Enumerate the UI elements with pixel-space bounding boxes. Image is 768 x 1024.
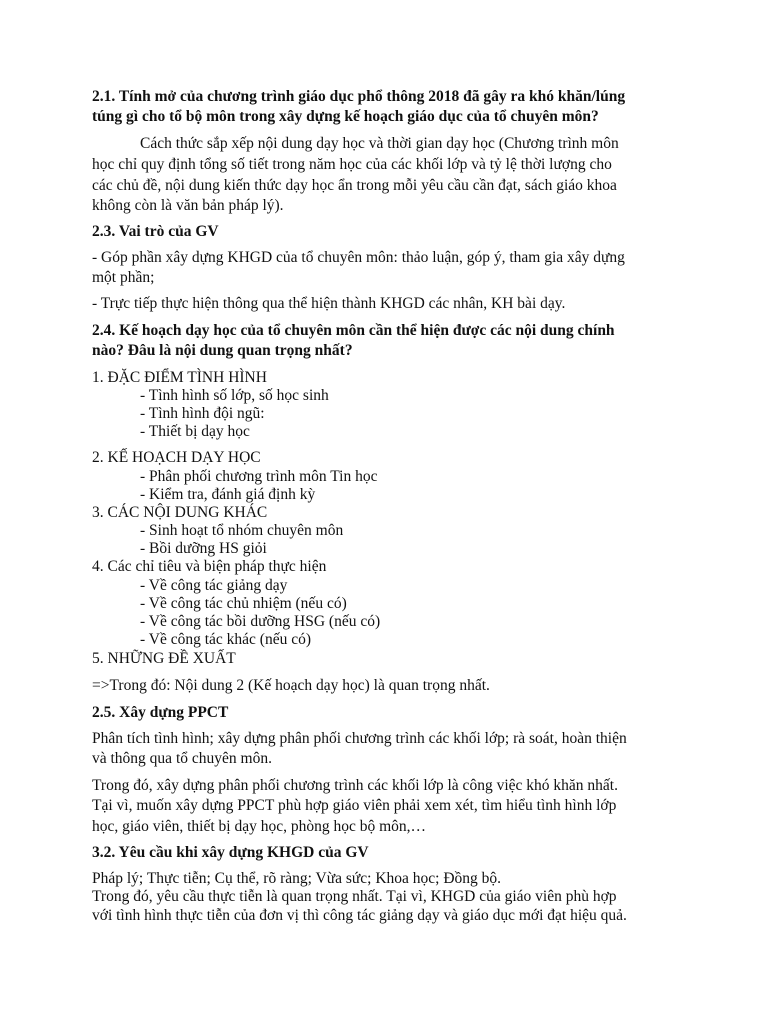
heading-2-1-line-2: túng gì cho tổ bộ môn trong xây dựng kế hoạch giáo dục của tổ chuyên môn?: [92, 108, 599, 125]
role-item-2: - Trực tiếp thực hiện thông qua thể hiện thành KHGD các nhân, KH bài dạy.: [92, 295, 566, 312]
heading-2-4-line-2: nào? Đâu là nội dung quan trọng nhất?: [92, 342, 353, 359]
role-item-1-line-1: - Góp phần xây dựng KHGD của tổ chuyên môn: thảo luận, góp ý, tham gia xây dựng: [92, 249, 625, 266]
outline-item: - Về công tác bồi dưỡng HSG (nếu có): [140, 613, 381, 630]
paragraph-2-1-line-2: học chỉ quy định tổng số tiết trong năm học của các khối lớp và tỷ lệ thời lượng cho: [92, 156, 612, 173]
outline-item: - Tình hình số lớp, số học sinh: [140, 387, 329, 404]
outline-item: - Bồi dưỡng HS giỏi: [140, 540, 267, 557]
paragraph-3-2-line-2: Trong đó, yêu cầu thực tiễn là quan trọng nhất. Tại vì, KHGD của giáo viên phù hợp: [92, 888, 617, 905]
outline-item: - Về công tác chủ nhiệm (nếu có): [140, 595, 347, 612]
heading-2-4-line-1: 2.4. Kế hoạch dạy học của tổ chuyên môn cần thể hiện được các nội dung chính: [92, 322, 615, 339]
outline-group-title: 2. KẾ HOẠCH DẠY HỌC: [92, 449, 261, 466]
conclusion-2-4: =>Trong đó: Nội dung 2 (Kế hoạch dạy học) là quan trọng nhất.: [92, 677, 490, 694]
outline-group-title: 5. NHỮNG ĐỀ XUẤT: [92, 650, 236, 667]
outline-item: - Về công tác khác (nếu có): [140, 631, 311, 648]
paragraph-2-5-1-line-1: Phân tích tình hình; xây dựng phân phối chương trình các khối lớp; rà soát, hoàn thiện: [92, 730, 627, 747]
paragraph-2-5-2-line-3: học, giáo viên, thiết bị dạy học, phòng học bộ môn,…: [92, 818, 427, 835]
outline-item: - Thiết bị dạy học: [140, 423, 250, 440]
paragraph-3-2-line-1: Pháp lý; Thực tiễn; Cụ thể, rõ ràng; Vừa sức; Khoa học; Đồng bộ.: [92, 870, 502, 887]
paragraph-2-5-1-line-2: và thông qua tổ chuyên môn.: [92, 750, 272, 767]
outline-item: - Kiểm tra, đánh giá định kỳ: [140, 486, 316, 503]
heading-3-2: 3.2. Yêu cầu khi xây dựng KHGD của GV: [92, 844, 369, 861]
paragraph-3-2-line-3: với tình hình thực tiễn của đơn vị thì công tác giảng dạy và giáo dục mới đạt hiệu quả.: [92, 907, 627, 924]
paragraph-2-5-2-line-2: Tại vì, muốn xây dựng PPCT phù hợp giáo viên phải xem xét, tìm hiểu tình hình lớp: [92, 797, 617, 814]
outline-item: - Về công tác giảng dạy: [140, 577, 288, 594]
role-item-1-line-2: một phần;: [92, 269, 155, 286]
paragraph-2-1-line-1: Cách thức sắp xếp nội dung dạy học và thời gian dạy học (Chương trình môn: [140, 135, 619, 152]
heading-2-1-line-1: 2.1. Tính mở của chương trình giáo dục phổ thông 2018 đã gây ra khó khăn/lúng: [92, 88, 626, 105]
paragraph-2-1-line-3: các chủ đề, nội dung kiến thức dạy học ẩn trong mỗi yêu cầu cần đạt, sách giáo khoa: [92, 177, 617, 194]
heading-2-5: 2.5. Xây dựng PPCT: [92, 704, 229, 721]
outline-group-title: 1. ĐẶC ĐIỂM TÌNH HÌNH: [92, 369, 267, 386]
outline-group-title: 4. Các chỉ tiêu và biện pháp thực hiện: [92, 558, 327, 575]
outline-item: - Tình hình đội ngũ:: [140, 405, 265, 422]
outline-item: - Phân phối chương trình môn Tin học: [140, 468, 378, 485]
heading-2-3: 2.3. Vai trò của GV: [92, 223, 219, 240]
paragraph-2-1-line-4: không còn là văn bản pháp lý).: [92, 197, 284, 214]
outline-group-title: 3. CÁC NỘI DUNG KHÁC: [92, 504, 268, 521]
paragraph-2-5-2-line-1: Trong đó, xây dựng phân phối chương trình các khối lớp là công việc khó khăn nhất.: [92, 777, 618, 794]
outline-item: - Sinh hoạt tổ nhóm chuyên môn: [140, 522, 344, 539]
